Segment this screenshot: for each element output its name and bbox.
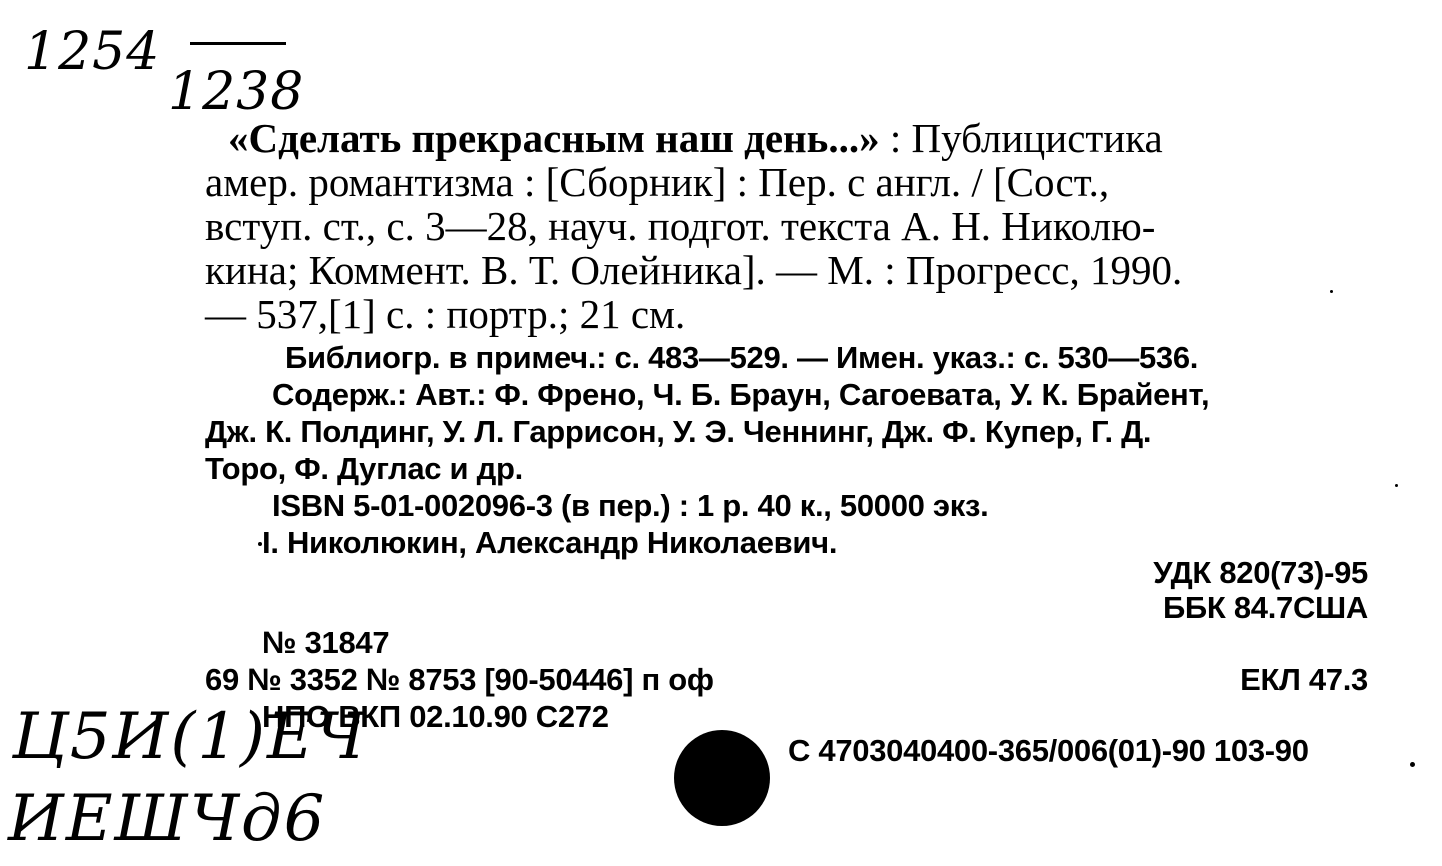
note-contents-2: Дж. К. Полдинг, У. Л. Гаррисон, У. Э. Ченнинг, Дж. Ф. Купер, Г. Д. (205, 414, 1152, 449)
note-contents-1: Содерж.: Авт.: Ф. Френо, Ч. Б. Браун, Сагоевата, У. К. Брайент, (272, 377, 1210, 412)
handwritten-fraction-rule (190, 42, 286, 45)
scan-speck (258, 542, 262, 546)
entry-line-5: — 537,[1] с. : портр.; 21 см. (205, 291, 686, 337)
entry-line-3: вступ. ст., с. 3—28, науч. подгот. текста А. Н. Николю- (205, 203, 1156, 249)
bbk-code: ББК 84.7США (1162, 590, 1368, 625)
handwritten-number-bottom: 1238 (168, 62, 305, 122)
entry-line-4: кина; Коммент. В. Т. Олейника]. — М. : Прогресс, 1990. (205, 247, 1183, 293)
print-order: 69 № 3352 № 8753 [90-50446] п оф (205, 662, 714, 697)
entry-title: «Сделать прекрасным наш день...» (228, 115, 880, 161)
note-bibliography: Библиогр. в примеч.: с. 483—529. — Имен. указ.: с. 530—536. (285, 340, 1199, 375)
scan-speck (1410, 762, 1415, 767)
print-number: № 31847 (262, 625, 390, 660)
entry-line-1 (228, 116, 1163, 160)
punch-hole-icon (674, 730, 770, 826)
publication-code: С 4703040400-365/006(01)-90 103-90 (788, 733, 1309, 768)
ekl-code: ЕКЛ 47.3 (1240, 662, 1368, 697)
note-isbn: ISBN 5-01-002096-3 (в пер.) : 1 р. 40 к., 50000 экз. (272, 488, 989, 523)
note-contents-3: Торо, Ф. Дуглас и др. (205, 451, 523, 486)
entry-line-2: амер. романтизма : [Сборник] : Пер. с англ. / [Сост., (205, 159, 1110, 205)
scan-speck (1330, 290, 1333, 293)
entry-line-1-rest: : Публицистика (879, 115, 1163, 161)
handwritten-code-line-2: ИЕШЧд6 (8, 782, 327, 856)
handwritten-number-top: 1254 (24, 22, 161, 82)
udk-code: УДК 820(73)-95 (1153, 555, 1368, 590)
print-npo: НПО ВКП 02.10.90 С272 (262, 699, 609, 734)
note-author: I. Николюкин, Александр Николаевич. (262, 525, 838, 560)
handwritten-code-line-1: Ц5И(1)ЕЧ (12, 700, 368, 774)
scan-speck (1395, 484, 1398, 487)
